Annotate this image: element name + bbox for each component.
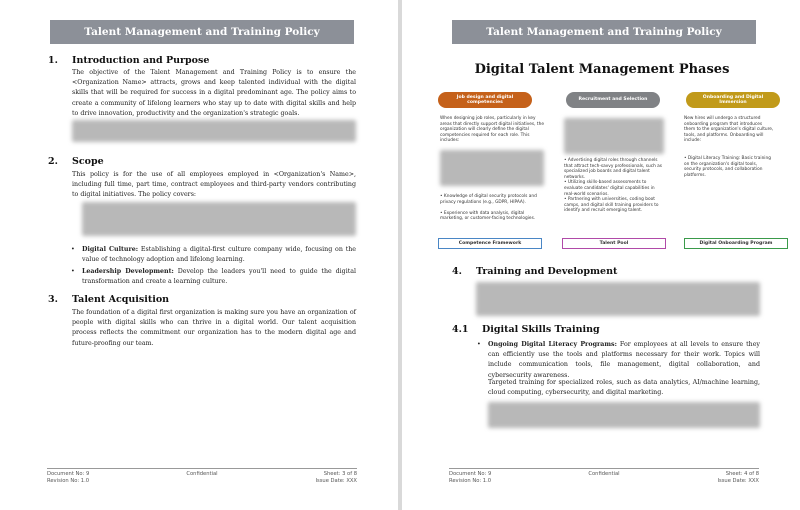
blurred-text — [488, 402, 760, 428]
phase-onboarding-text: New hires will undergo a structured onboarding program that introduces them to the organization's digital culture, tools, and platforms. Onboarding will include: — [684, 116, 774, 144]
output-competence-framework: Competence Framework — [438, 238, 542, 249]
blurred-text — [476, 282, 760, 316]
phase-job-design-bullets: • Knowledge of digital security protocols and privacy regulations (e.g., GDPR, HIPAA). • Experience with data analysis, digital marketing, or customer-facing technologies. — [440, 194, 537, 222]
scope-bullet-leadership: • Leadership Development: Develop the leaders you'll need to guide the digital transformation and create a learning culture. — [71, 268, 357, 286]
page-header-banner: Talent Management and Training Policy — [50, 20, 354, 44]
phase-recruitment: Recruitment and Selection — [566, 92, 660, 108]
scope-paragraph: This policy is for the use of all employees employed in <Organization's Name>, including full time, part time, contract employees and third-party vendors contributing to digital initiatives. The policy covers: — [72, 171, 356, 199]
page-header-banner: Talent Management and Training Policy — [452, 20, 756, 44]
diagram-title: Digital Talent Management Phases — [474, 62, 730, 77]
blurred-text — [440, 150, 544, 186]
output-talent-pool: Talent Pool — [562, 238, 666, 249]
phase-onboarding: Onboarding and Digital Immersion — [686, 92, 780, 108]
document-page-right — [402, 0, 800, 510]
blurred-text — [564, 118, 664, 154]
section-heading-introduction: 1. Introduction and Purpose — [48, 55, 210, 66]
talent-acquisition-paragraph: The foundation of a digital first organization is making sure you have an organization of people with digital skills who can thrive in a digital world. Our talent acquisition process reflects the commitment our organization has to the modern digital age and future-proofing our team. — [72, 309, 356, 347]
phase-recruitment-text: • Advertising digital roles through channels that attract tech-savvy professionals, such as specialized job boards and digital talent networks. • Utilizing skills-based assessments to evaluate candidates' digital capabilities in real-world scenarios. • Partnering with universities, coding boot camps, and digital skill training providers to identify and recruit emerging talent. — [564, 158, 663, 214]
scope-bullet-digital-culture: • Digital Culture: Establishing a digital-first culture company wide, focusing on the value of technology adoption and lifelong learning. — [71, 246, 357, 264]
section-heading-talent-acquisition: 3. Talent Acquisition — [48, 294, 170, 305]
section-heading-digital-skills: 4.1 Digital Skills Training — [452, 324, 600, 335]
section-heading-training: 4. Training and Development — [452, 266, 618, 277]
document-page-left — [0, 0, 398, 510]
page-footer: Document No: 9 Confidential Sheet: 3 of 8 Revision No: 1.0 Issue Date: XXX — [47, 468, 357, 485]
page-footer: Document No: 9 Confidential Sheet: 4 of 8 Revision No: 1.0 Issue Date: XXX — [449, 468, 759, 485]
phase-job-design: Job design and digital competencies — [438, 92, 532, 108]
section-heading-scope: 2. Scope — [48, 156, 104, 167]
phase-onboarding-bullets: • Digital Literacy Training: Basic training on the organization's digital tools, security protocols, and collaboration platforms. — [684, 156, 771, 178]
blurred-bullets — [82, 202, 356, 236]
output-digital-onboarding: Digital Onboarding Program — [684, 238, 788, 249]
introduction-paragraph: The objective of the Talent Management and Training Policy is to ensure the <Organization Name> attracts, grows and keep talented individual with the digital skills that will be required for success in a digital predominant age. The policy aims to create a community of lifelong learners who stay up to date with digital skills and help to drive innovation, productivity and the organization's strategic goals. — [72, 69, 356, 117]
bullet-digital-literacy: • Ongoing Digital Literacy Programs: For employees at all levels to ensure they can efficiently use the tools and platforms necessary for their work. Topics will include communication tools, file management, digital collaboration, and cybersecurity awareness. — [477, 341, 760, 379]
blurred-text — [72, 120, 356, 142]
targeted-training-text: Targeted training for specialized roles, such as data analytics, AI/machine learning, cloud computing, cybersecurity, and digital marketing. — [488, 379, 760, 397]
phase-job-design-text: When designing job roles, particularly in key areas that directly support digital initiatives, the organization will clearly define the digital competencies required for each role. This includes: — [440, 116, 544, 144]
